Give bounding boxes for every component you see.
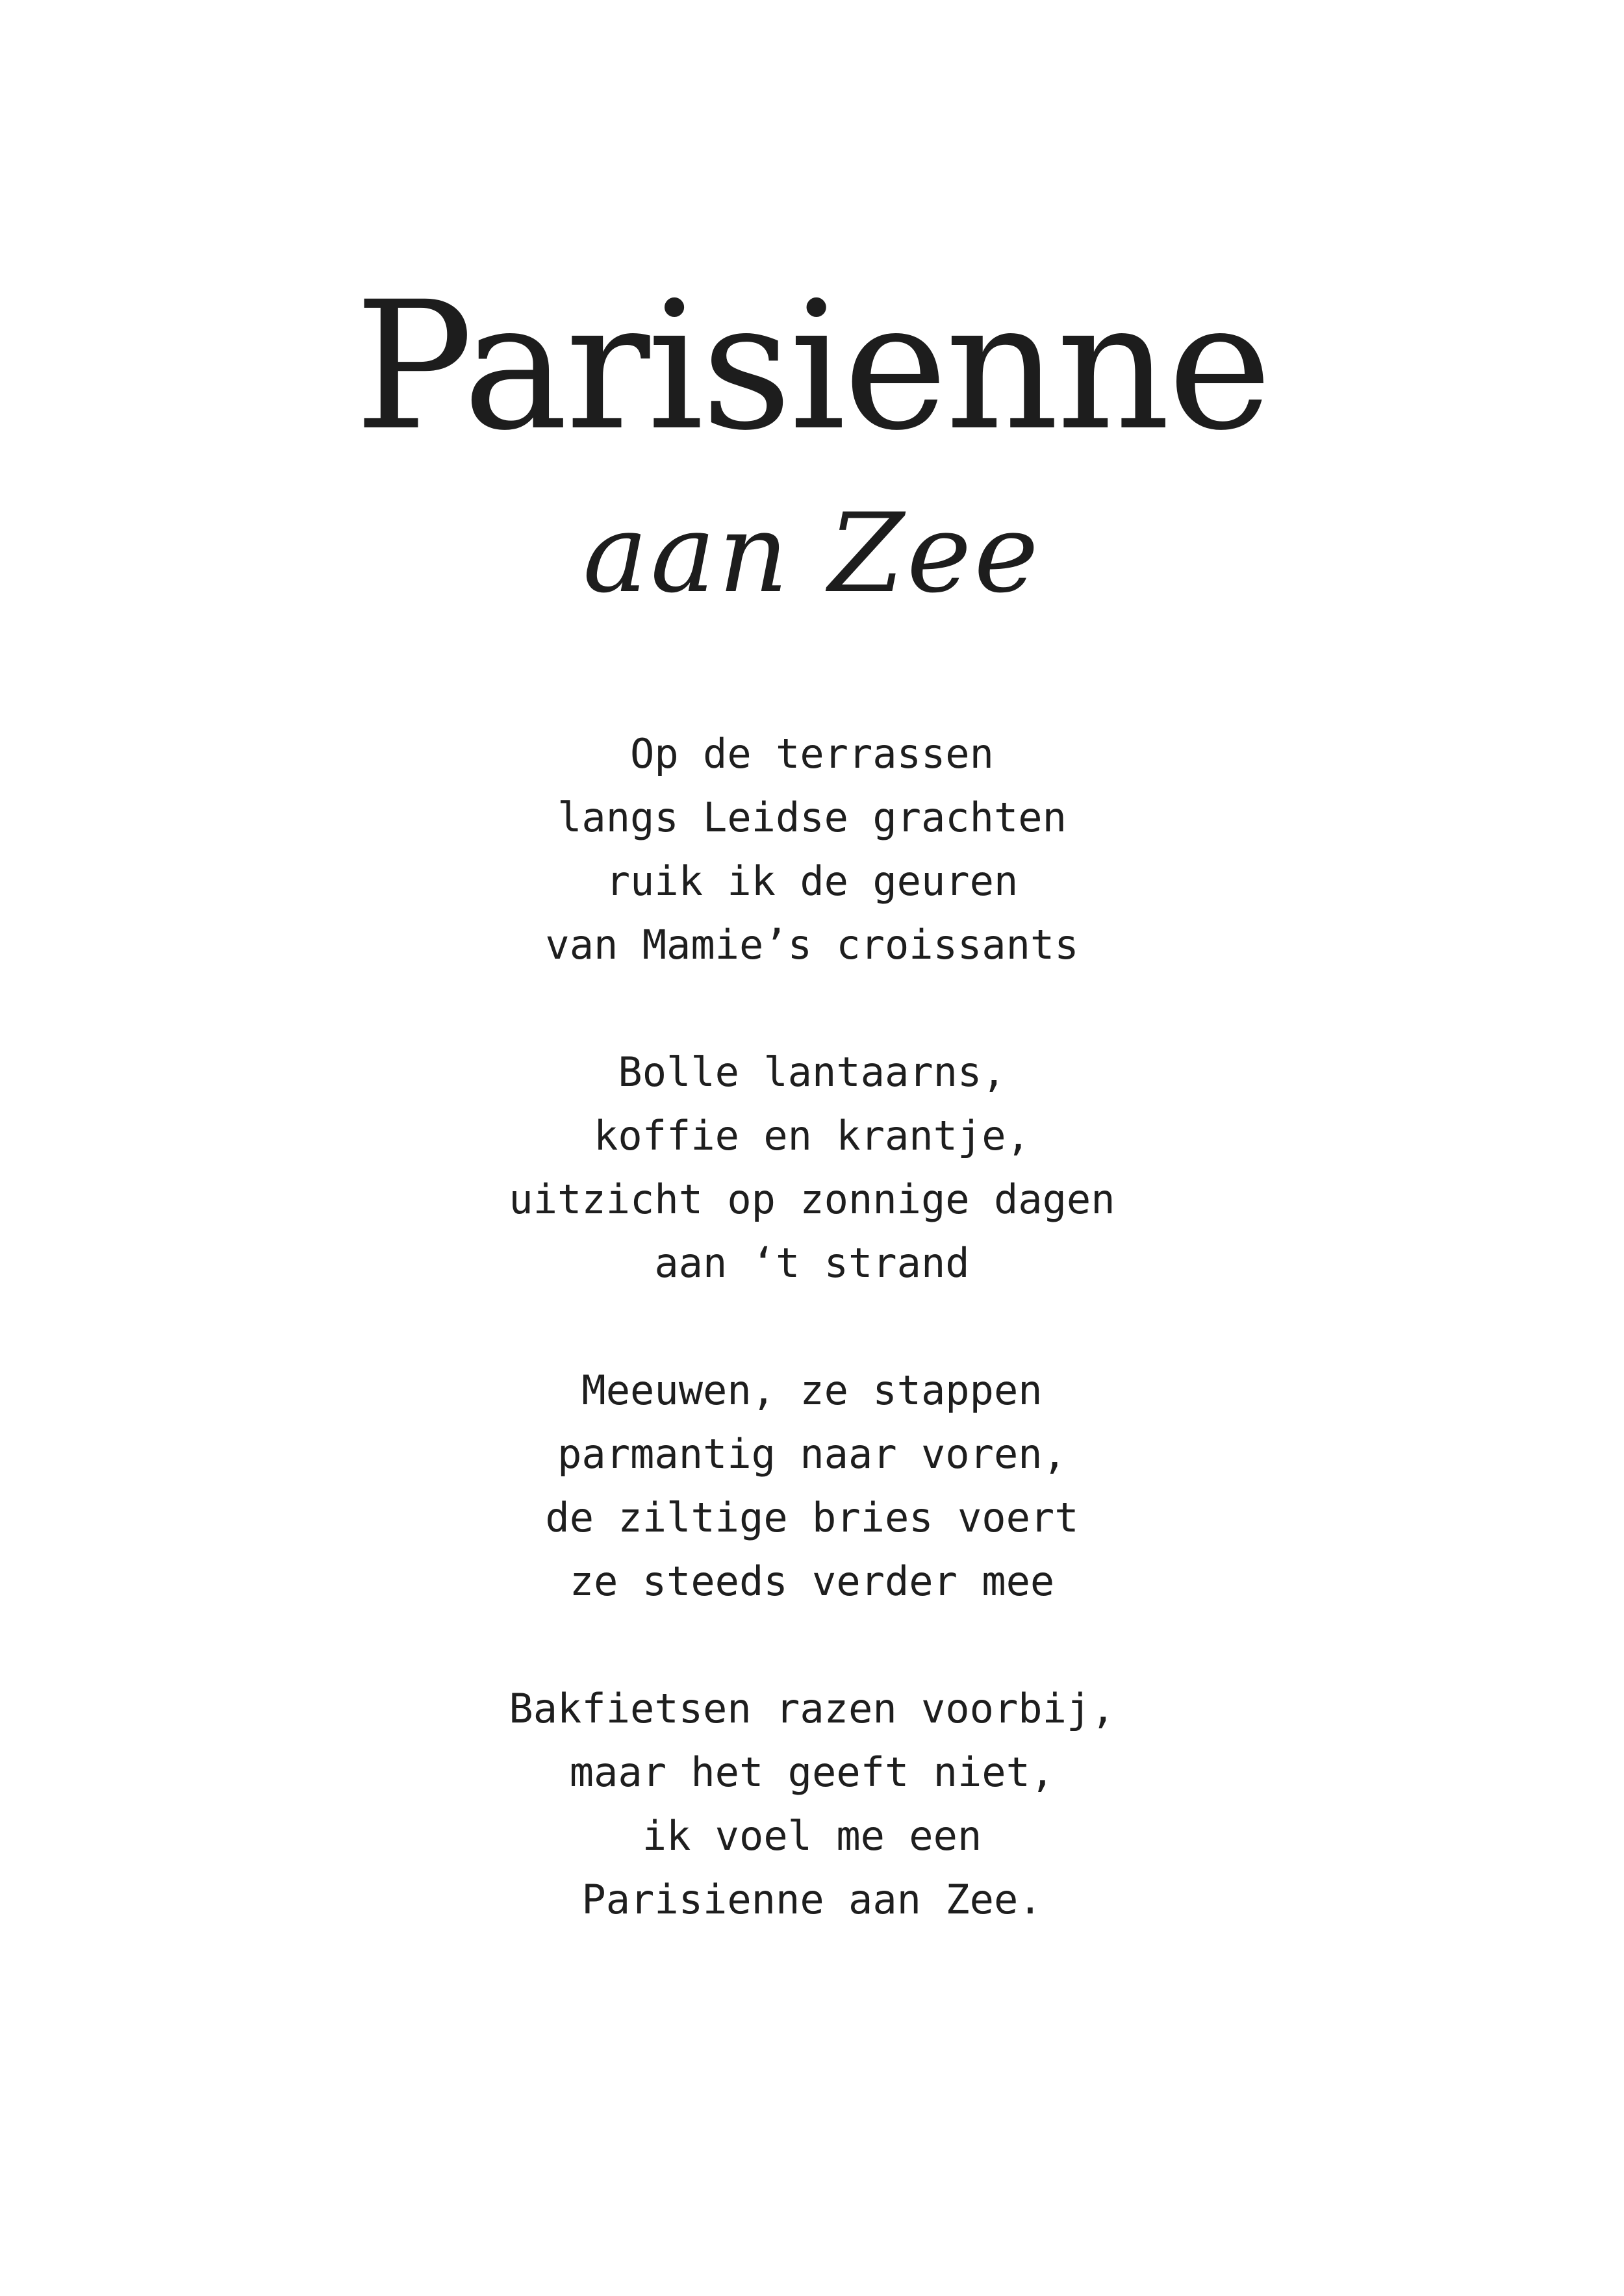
poem-title: Parisienne [354,264,1270,470]
poem-body [0,722,1624,1995]
poem-line: Meeuwen, ze stappen [581,1367,1043,1414]
poem-line: maar het geeft niet, [569,1748,1055,1796]
stanza [0,1041,1624,1295]
poem-line: ik voel me een [642,1812,982,1860]
stanza [0,722,1624,977]
poem-line: aan ‘t strand [654,1239,970,1287]
poem-line: Parisienne aan Zee. [581,1876,1043,1923]
poem-line: Bakfietsen razen voorbij, [509,1685,1115,1732]
poem-line: de ziltige bries voert [545,1494,1079,1541]
poem-line: parmantig naar voren, [557,1430,1067,1478]
poem-line: uitzicht op zonnige dagen [509,1176,1115,1223]
poem-line: ruik ik de geuren [605,857,1019,905]
poem-line: Bolle lantaarns, [618,1048,1006,1096]
poem-line: van Mamie’s croissants [545,921,1079,968]
poem-line: Op de terrassen [630,730,994,777]
poem-subtitle: aan Zee [583,490,1041,617]
poem-line: koffie en krantje, [594,1112,1030,1159]
poem-line: ze steeds verder mee [569,1558,1055,1605]
stanza [0,1677,1624,1932]
poem-line: langs Leidse grachten [557,794,1067,841]
stanza [0,1359,1624,1613]
